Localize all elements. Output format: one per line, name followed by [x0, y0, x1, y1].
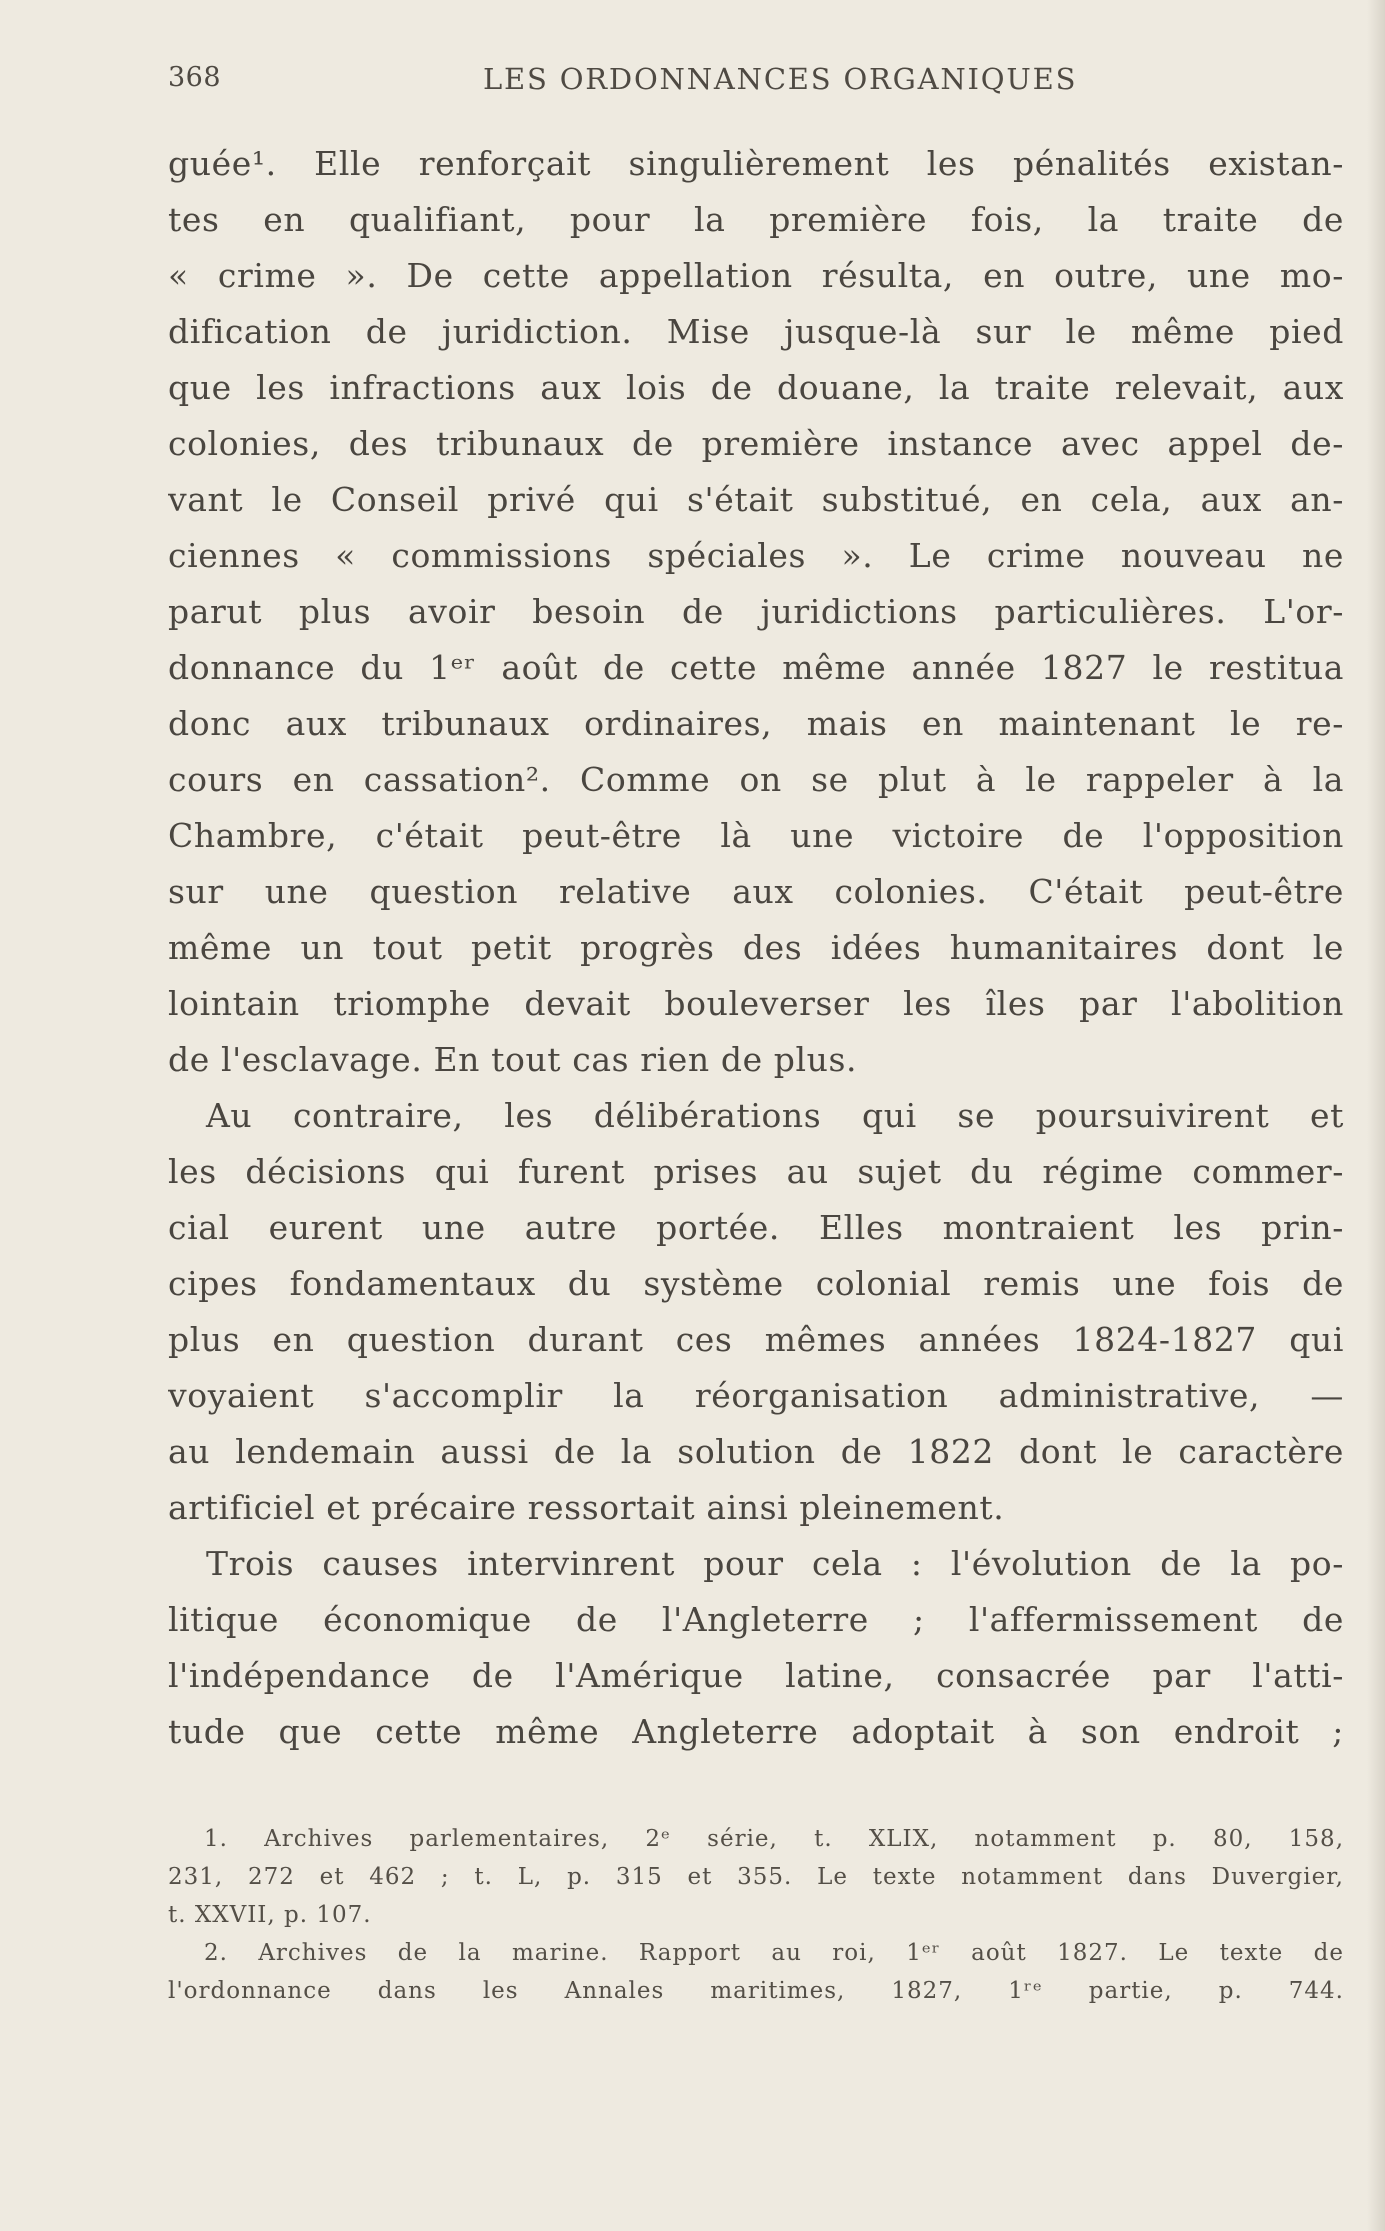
body-line: lointain triomphe devait bouleverser les îles par l'abolition	[168, 984, 1344, 1023]
body-line: donc aux tribunaux ordinaires, mais en maintenant le re-	[168, 704, 1344, 743]
body-line: plus en question durant ces mêmes années 1824-1827 qui	[168, 1320, 1344, 1359]
body-line: l'indépendance de l'Amérique latine, consacrée par l'atti-	[168, 1656, 1344, 1695]
footnote-line: 231, 272 et 462 ; t. L, p. 315 et 355. Le texte notamment dans Duvergier,	[168, 1864, 1344, 1890]
body-line: de l'esclavage. En tout cas rien de plus.	[168, 1040, 858, 1079]
body-line: au lendemain aussi de la solution de 1822 dont le caractère	[168, 1432, 1344, 1471]
body-line: même un tout petit progrès des idées humanitaires dont le	[168, 928, 1344, 967]
footnote-line: 2. Archives de la marine. Rapport au roi, 1ᵉʳ août 1827. Le texte de	[204, 1940, 1344, 1966]
body-line: les décisions qui furent prises au sujet du régime commer-	[168, 1152, 1344, 1191]
body-line: « crime ». De cette appellation résulta, en outre, une mo-	[168, 256, 1344, 295]
body-line: Chambre, c'était peut-être là une victoire de l'opposition	[168, 816, 1344, 855]
body-text	[168, 136, 1344, 1760]
body-line: parut plus avoir besoin de juridictions particulières. L'or-	[168, 592, 1344, 631]
body-line: sur une question relative aux colonies. C'était peut-être	[168, 872, 1344, 911]
body-line: que les infractions aux lois de douane, la traite relevait, aux	[168, 368, 1344, 407]
body-line: artificiel et précaire ressortait ainsi pleinement.	[168, 1488, 1005, 1527]
body-line: cours en cassation². Comme on se plut à le rappeler à la	[168, 760, 1344, 799]
body-line: Au contraire, les délibérations qui se poursuivirent et	[206, 1096, 1344, 1135]
body-line: dification de juridiction. Mise jusque-là sur le même pied	[168, 312, 1344, 351]
body-line: Trois causes intervinrent pour cela : l'évolution de la po-	[206, 1544, 1344, 1583]
page-number: 368	[168, 62, 222, 93]
footnote-line: t. XXVII, p. 107.	[168, 1902, 372, 1928]
body-line: tes en qualifiant, pour la première fois, la traite de	[168, 200, 1344, 239]
body-line: cial eurent une autre portée. Elles montraient les prin-	[168, 1208, 1344, 1247]
body-line: colonies, des tribunaux de première instance avec appel de-	[168, 424, 1344, 463]
body-line: tude que cette même Angleterre adoptait à son endroit ;	[168, 1712, 1344, 1751]
page-header	[168, 62, 1353, 110]
page-edge-shadow	[1367, 0, 1385, 2231]
body-line: guée¹. Elle renforçait singulièrement les pénalités existan-	[168, 144, 1344, 183]
body-line: voyaient s'accomplir la réorganisation administrative, —	[168, 1376, 1344, 1415]
body-line: cipes fondamentaux du système colonial remis une fois de	[168, 1264, 1344, 1303]
body-line: vant le Conseil privé qui s'était substitué, en cela, aux an-	[168, 480, 1344, 519]
footnotes	[168, 1820, 1344, 2010]
footnote-line: 1. Archives parlementaires, 2ᵉ série, t. XLIX, notamment p. 80, 158,	[204, 1826, 1344, 1852]
body-line: ciennes « commissions spéciales ». Le crime nouveau ne	[168, 536, 1344, 575]
body-line: litique économique de l'Angleterre ; l'affermissement de	[168, 1600, 1344, 1639]
footnote-line: l'ordonnance dans les Annales maritimes, 1827, 1ʳᵉ partie, p. 744.	[168, 1978, 1344, 2004]
running-title: LES ORDONNANCES ORGANIQUES	[483, 62, 1078, 96]
body-line: donnance du 1ᵉʳ août de cette même année 1827 le restitua	[168, 648, 1344, 687]
